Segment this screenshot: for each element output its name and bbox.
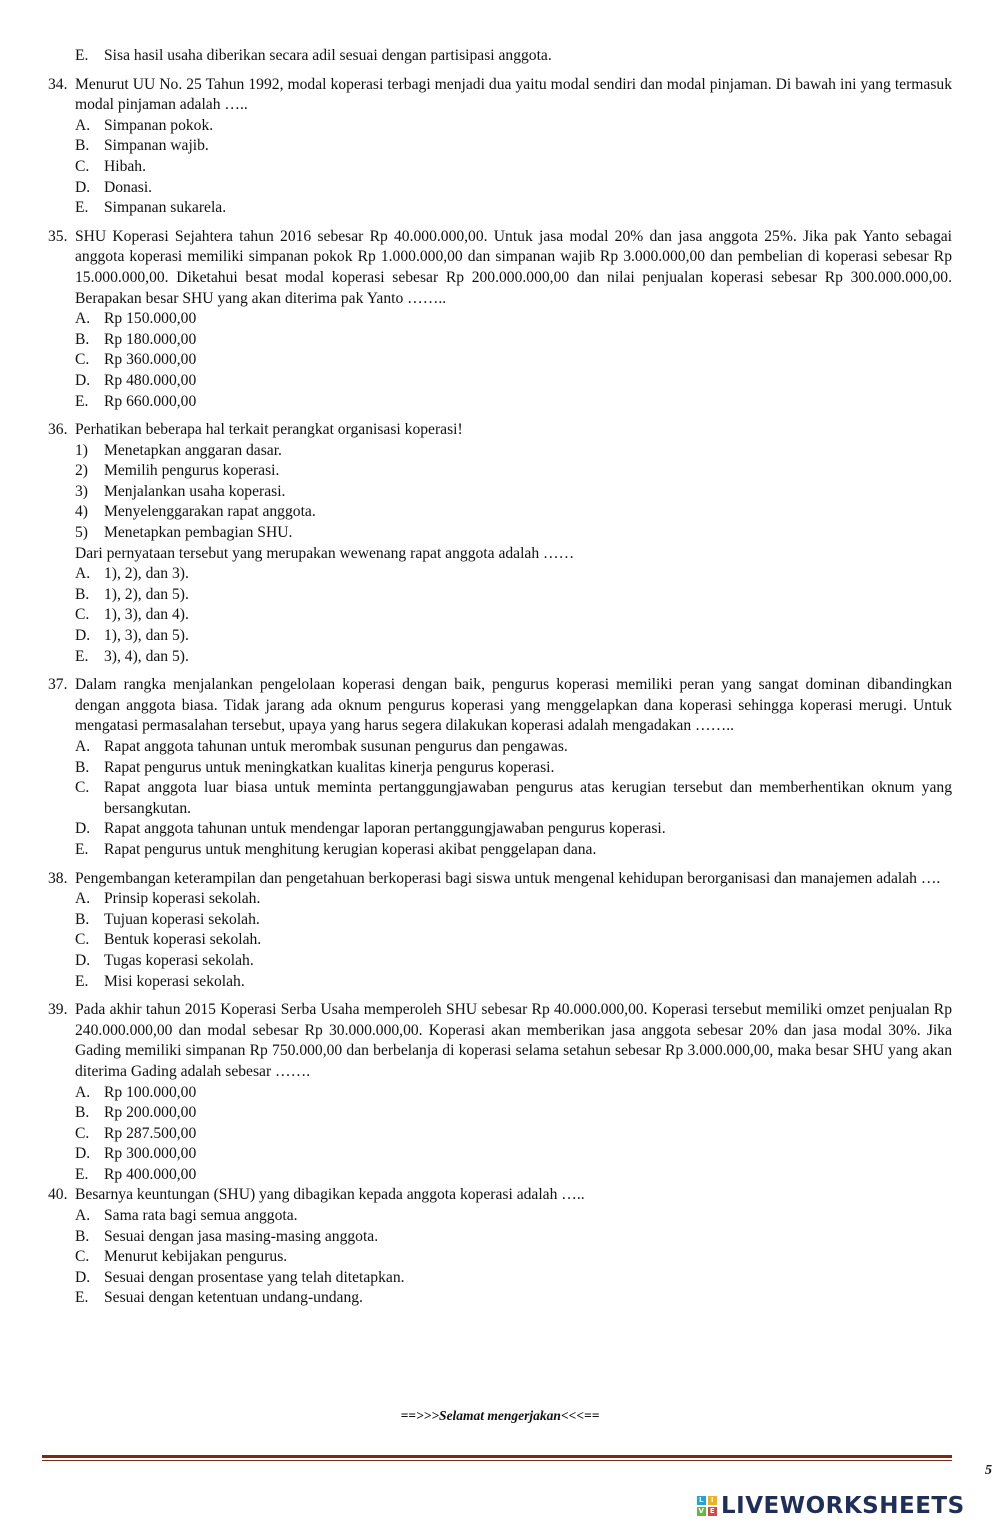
option-e[interactable] — [48, 1165, 952, 1186]
question-number: 37. — [48, 676, 68, 694]
question-40 — [48, 1185, 952, 1309]
option-label: D. — [75, 820, 91, 838]
liveworksheets-logo[interactable] — [697, 1492, 965, 1520]
option-label: D. — [75, 1145, 91, 1163]
option-text: 1), 3), dan 5). — [104, 627, 189, 645]
logo-mark-letter: I — [708, 1496, 717, 1505]
statement-text: Menetapkan anggaran dasar. — [104, 441, 282, 459]
option-text: Simpanan sukarela. — [104, 199, 227, 217]
option-label: A. — [75, 310, 91, 328]
option-label: B. — [75, 910, 90, 928]
option-label: C. — [75, 157, 90, 175]
question-number: 39. — [48, 1001, 68, 1019]
option-text: 1), 2), dan 3). — [104, 565, 189, 583]
option-label: B. — [75, 1227, 90, 1245]
option-text: Rp 300.000,00 — [104, 1145, 197, 1163]
option-b[interactable] — [48, 910, 952, 931]
statement-item — [75, 461, 952, 482]
logo-mark-letter: E — [709, 1507, 716, 1515]
question-text: Besarnya keuntungan (SHU) yang dibagikan kepada anggota koperasi adalah ….. — [75, 1186, 585, 1204]
option-label: D. — [75, 371, 91, 389]
option-label: D. — [75, 951, 91, 969]
statement-label: 5) — [75, 524, 88, 542]
liveworksheets-icon — [697, 1496, 717, 1516]
logo-text: LIVEWORKSHEETS — [721, 1493, 965, 1519]
question-number: 40. — [48, 1186, 68, 1204]
question-number: 38. — [48, 869, 68, 887]
statement-label: 1) — [75, 441, 88, 459]
statement-label: 2) — [75, 462, 88, 480]
option-label: C. — [75, 606, 90, 624]
option-label: E. — [75, 972, 89, 990]
question-number: 36. — [48, 421, 68, 439]
option-d[interactable] — [48, 951, 952, 972]
option-a[interactable] — [48, 1083, 952, 1104]
option-d[interactable] — [48, 178, 952, 199]
option-label: E. — [75, 392, 89, 410]
logo-mark-letter: L — [697, 1496, 706, 1505]
option-text: Rp 180.000,00 — [104, 330, 197, 348]
option-c[interactable] — [48, 157, 952, 178]
option-text: Sisa hasil usaha diberikan secara adil sesuai dengan partisipasi anggota. — [104, 47, 552, 64]
option-text: Sesuai dengan prosentase yang telah ditetapkan. — [104, 1268, 405, 1286]
question-number: 34. — [48, 75, 68, 93]
option-e[interactable] — [48, 972, 952, 993]
option-text: Sesuai dengan ketentuan undang-undang. — [104, 1289, 363, 1307]
page-number: 5 — [985, 1463, 992, 1478]
option-label: A. — [75, 1083, 91, 1101]
statement-text: Menjalankan usaha koperasi. — [104, 482, 286, 500]
option-c[interactable] — [48, 930, 952, 951]
option-label: E. — [75, 199, 89, 217]
option-label: E. — [75, 647, 89, 665]
option-a[interactable] — [48, 116, 952, 137]
option-text: Prinsip koperasi sekolah. — [104, 890, 261, 908]
option-label: A. — [75, 1207, 91, 1225]
option-text: 3), 4), dan 5). — [104, 647, 189, 665]
option-text: Misi koperasi sekolah. — [104, 972, 245, 990]
option-label: D. — [75, 1268, 91, 1286]
option-a[interactable] — [48, 1206, 952, 1227]
option-label: E. — [75, 840, 89, 858]
option-text: Rp 200.000,00 — [104, 1104, 197, 1122]
option-text: Sesuai dengan jasa masing-masing anggota. — [104, 1227, 379, 1245]
option-text: Rp 100.000,00 — [104, 1083, 197, 1101]
option-label: D. — [75, 627, 91, 645]
option-text: Sama rata bagi semua anggota. — [104, 1207, 298, 1225]
question-39 — [48, 1000, 952, 1185]
statement-item — [75, 482, 952, 503]
question-text: Perhatikan beberapa hal terkait perangkat organisasi koperasi! — [75, 421, 463, 439]
option-text: Simpanan pokok. — [104, 116, 214, 134]
option-label: B. — [75, 1104, 90, 1122]
question-list — [48, 46, 952, 1309]
option-label: E. — [75, 1289, 89, 1307]
option-c[interactable] — [48, 778, 952, 819]
question-35 — [48, 227, 952, 412]
option-d[interactable] — [48, 1144, 952, 1165]
option-b[interactable] — [48, 136, 952, 157]
option-text: Tujuan koperasi sekolah. — [104, 910, 260, 928]
option-text: Rp 660.000,00 — [104, 392, 197, 410]
footer-rule-thin — [42, 1460, 952, 1461]
statement-label: 3) — [75, 482, 88, 500]
question-text: Pada akhir tahun 2015 Koperasi Serba Usaha memperoleh SHU sebesar Rp 40.000.000,00. Koperasi tersebut memiliki omzet penjualan Rp 240.000.000,00 dan modal sebesar Rp 30.000.000,00. Koperasi akan memberikan jasa anggota sebesar 20% dan jasa modal 30%. Jika Gading memiliki simpanan Rp 750.000,00 dan berbelanja di koperasi selama setahun sebesar Rp 3.000.000,00, maka besar SHU yang akan diterima Gading adalah sebesar ……. — [75, 1001, 952, 1080]
option-text: Rapat anggota tahunan untuk merombak susunan pengurus dan pengawas. — [104, 738, 568, 755]
option-text: Rapat anggota luar biasa untuk meminta pertanggungjawaban pengurus atas kerugian tersebut dan memberhentikan oknum yang bersangkutan. — [104, 779, 952, 817]
option-label: A. — [75, 565, 91, 583]
statement-label: 4) — [75, 503, 88, 521]
footer-rule — [42, 1455, 952, 1458]
logo-mark-letter: V — [698, 1507, 705, 1515]
question-prompt: Dari pernyataan tersebut yang merupakan wewenang rapat anggota adalah …… — [75, 544, 575, 562]
statement-item — [75, 502, 952, 523]
option-d[interactable] — [48, 1268, 952, 1289]
option-d[interactable] — [48, 819, 952, 840]
option-label: C. — [75, 931, 90, 949]
question-34 — [48, 75, 952, 219]
option-b[interactable] — [48, 585, 952, 606]
statement-list — [48, 441, 952, 544]
option-text: Donasi. — [104, 178, 153, 196]
option-a[interactable] — [48, 889, 952, 910]
option-b[interactable] — [48, 330, 952, 351]
option-text: Rp 287.500,00 — [104, 1124, 197, 1142]
option-label: B. — [75, 137, 90, 155]
option-text: Hibah. — [104, 157, 147, 175]
option-e[interactable] — [48, 647, 952, 668]
option-d[interactable] — [48, 371, 952, 392]
option-e[interactable] — [48, 1288, 952, 1309]
question-text: Menurut UU No. 25 Tahun 1992, modal koperasi terbagi menjadi dua yaitu modal sendiri dan modal pinjaman. Di bawah ini yang termasuk modal pinjaman adalah ….. — [75, 75, 952, 114]
option-label: A. — [75, 890, 91, 908]
statement-item — [75, 523, 952, 544]
option-d[interactable] — [48, 626, 952, 647]
option-a[interactable] — [48, 737, 952, 758]
option-text: Menurut kebijakan pengurus. — [104, 1248, 288, 1266]
option-b[interactable] — [48, 1227, 952, 1248]
statement-text: Menetapkan pembagian SHU. — [104, 524, 293, 542]
option-c[interactable] — [48, 350, 952, 371]
question-38 — [48, 869, 952, 993]
option-text: Simpanan wajib. — [104, 137, 209, 155]
option-label: B. — [75, 758, 90, 776]
option-label: B. — [75, 585, 90, 603]
option-text: Tugas koperasi sekolah. — [104, 951, 254, 969]
option-label: C. — [75, 779, 90, 797]
option-label: A. — [75, 116, 91, 134]
question-text: Pengembangan keterampilan dan pengetahuan berkoperasi bagi siswa untuk mengenal kehidupan berorganisasi dan manajemen adalah …. — [75, 869, 941, 887]
option-label: B. — [75, 330, 90, 348]
option-text: 1), 3), dan 4). — [104, 606, 189, 624]
option-a[interactable] — [48, 309, 952, 330]
statement-item — [75, 441, 952, 462]
option-text: Rapat pengurus untuk menghitung kerugian koperasi akibat penggelapan dana. — [104, 840, 597, 858]
option-text: Rp 480.000,00 — [104, 371, 197, 389]
option-e[interactable] — [48, 392, 952, 413]
question-text: SHU Koperasi Sejahtera tahun 2016 sebesar Rp 40.000.000,00. Untuk jasa modal 20% dan jasa anggota 25%. Jika pak Yanto sebagai anggota koperasi memiliki simpanan pokok Rp 1.000.000,00 dan simpanan wajib Rp 3.000.000,00 dan pembelian di koperasi sebesar Rp 15.000.000,00. Diketahui besat modal koperasi sebesar Rp 200.000.000,00 dan nilai penjualan koperasi sebesar Rp 300.000.000,00. Berapakan besar SHU yang akan diterima pak Yanto …….. — [75, 227, 952, 307]
option-text: Rp 360.000,00 — [104, 351, 197, 369]
option-text: Rp 400.000,00 — [104, 1165, 197, 1183]
question-number: 35. — [48, 227, 68, 245]
option-c[interactable] — [48, 605, 952, 626]
option-a[interactable] — [48, 564, 952, 585]
option-b[interactable] — [48, 758, 952, 779]
option-label: D. — [75, 178, 91, 196]
option-label: A. — [75, 738, 91, 755]
option-label: E. — [75, 1165, 89, 1183]
option-label: C. — [75, 1248, 90, 1266]
option-e[interactable] — [48, 840, 952, 861]
question-text: Dalam rangka menjalankan pengelolaan koperasi dengan baik, pengurus koperasi memiliki peran yang sangat dominan dibandingkan dengan anggota biasa. Tidak jarang ada oknum pengurus koperasi yang menggelapkan dana koperasi sehingga koperasi merugi. Untuk mengatasi permasalahan tersebut, upaya yang harus segera dilakukan koperasi adalah mengadakan …….. — [75, 676, 952, 735]
question-36 — [48, 420, 952, 667]
option-text: Rapat pengurus untuk meningkatkan kualitas kinerja pengurus koperasi. — [104, 758, 555, 776]
option-text: 1), 2), dan 5). — [104, 585, 189, 603]
option-c[interactable] — [48, 1247, 952, 1268]
option-label: C. — [75, 1124, 90, 1142]
statement-text: Memilih pengurus koperasi. — [104, 462, 280, 480]
closing-message: ==>>>Selamat mengerjakan<<<== — [400, 1408, 600, 1423]
option-text: Rapat anggota tahunan untuk mendengar laporan pertanggungjawaban pengurus koperasi. — [104, 820, 666, 838]
option-text: Bentuk koperasi sekolah. — [104, 931, 262, 949]
option-c[interactable] — [48, 1124, 952, 1145]
statement-text: Menyelenggarakan rapat anggota. — [104, 503, 316, 521]
previous-question-option — [48, 46, 952, 67]
question-37 — [48, 675, 952, 860]
option-b[interactable] — [48, 1103, 952, 1124]
option-label: C. — [75, 351, 90, 369]
option-e[interactable] — [48, 198, 952, 219]
option-label: E. — [75, 47, 89, 64]
option-text: Rp 150.000,00 — [104, 310, 197, 328]
